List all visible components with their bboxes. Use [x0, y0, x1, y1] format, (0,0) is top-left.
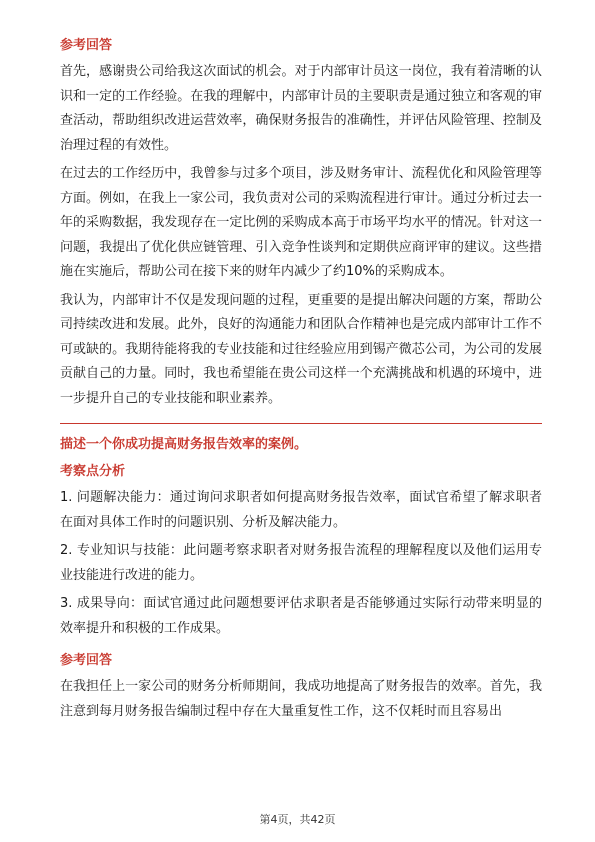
- reference-answer-heading: 参考回答: [60, 38, 113, 53]
- answer-paragraph: 首先，感谢贵公司给我这次面试的机会。对于内部审计员这一岗位，我有着清晰的认识和一定的工作经验。在我的理解中，内部审计员的主要职责是通过独立和客观的审查活动，帮助组织改进运营效率，确保财务报告的准确性，并评估风险管理、控制及治理过程的有效性。: [60, 64, 542, 153]
- section-divider: [60, 423, 542, 424]
- analysis-item: 1. 问题解决能力：通过询问求职者如何提高财务报告效率，面试官希望了解求职者在面对具体工作时的问题识别、分析及解决能力。: [60, 490, 542, 530]
- answer-paragraph: 在我担任上一家公司的财务分析师期间，我成功地提高了财务报告的效率。首先，我注意到每月财务报告编制过程中存在大量重复性工作，这不仅耗时而且容易出: [60, 679, 542, 719]
- analysis-item: 2. 专业知识与技能：此问题考察求职者对财务报告流程的理解程度以及他们运用专业技能进行改进的能力。: [60, 543, 542, 583]
- reference-answer-heading: 参考回答: [60, 653, 113, 668]
- analysis-heading: 考察点分析: [60, 464, 126, 479]
- page-content: [60, 36, 542, 728]
- answer-paragraph: 我认为，内部审计不仅是发现问题的过程，更重要的是提出解决问题的方案，帮助公司持续改进和发展。此外，良好的沟通能力和团队合作精神也是完成内部审计工作不可或缺的。我期待能将我的专业技能和过往经验应用到锡产微芯公司，为公司的发展贡献自己的力量。同时，我也希望能在贵公司这样一个充满挑战和机遇的环境中，进一步提升自己的专业技能和职业素养。: [60, 292, 542, 406]
- answer-paragraph: 在过去的工作经历中，我曾参与过多个项目，涉及财务审计、流程优化和风险管理等方面。例如，在我上一家公司，我负责对公司的采购流程进行审计。通过分析过去一年的采购数据，我发现存在一定比例的采购成本高于市场平均水平的情况。针对这一问题，我提出了优化供应链管理、引入竞争性谈判和定期供应商评审的建议。这些措施在实施后，帮助公司在接下来的财年内减少了约10%的采购成本。: [60, 166, 542, 279]
- page-number: 第4页，共42页: [259, 813, 336, 826]
- interview-question: 描述一个你成功提高财务报告效率的案例。: [60, 437, 308, 452]
- analysis-item: 3. 成果导向：面试官通过此问题想要评估求职者是否能够通过实际行动带来明显的效率提升和积极的工作成果。: [60, 596, 542, 636]
